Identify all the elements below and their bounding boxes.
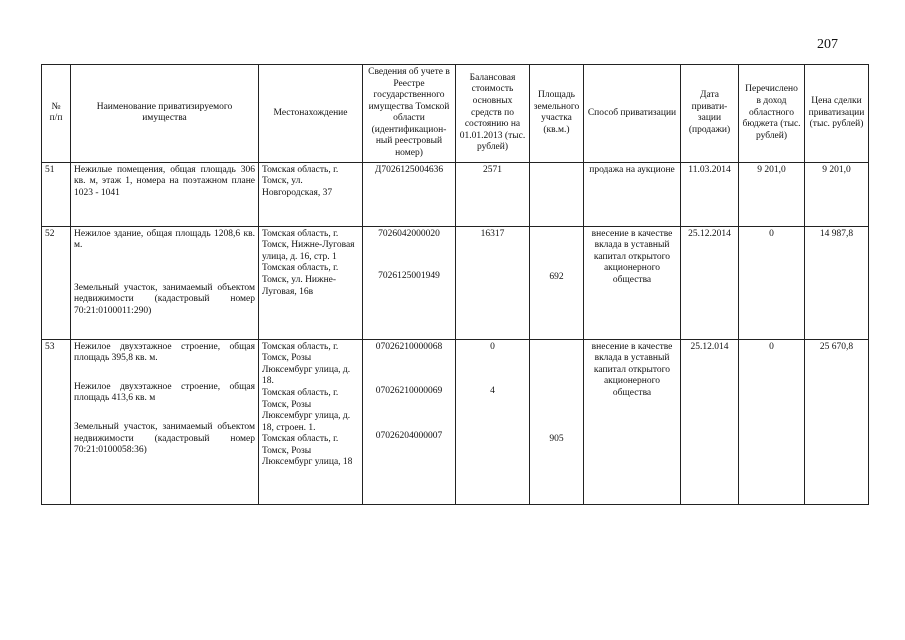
property-name: Земельный участок, занимаемый объектом недвижимости (кадастровый номер 70:21:0100058:36) — [74, 421, 255, 456]
registry-number-cell — [363, 226, 456, 339]
header-price: Цена сделки приватизации (тыс. рублей) — [805, 65, 869, 163]
deal-price: 14 987,8 — [805, 226, 869, 339]
land-area-cell — [530, 339, 584, 504]
header-method: Способ приватизации — [584, 65, 681, 163]
property-location-cell — [259, 339, 363, 504]
header-date: Дата привати-зации (продажи) — [681, 65, 739, 163]
balance-value-cell — [456, 339, 530, 504]
transferred-amount: 9 201,0 — [739, 162, 805, 226]
page-number: 207 — [817, 37, 838, 52]
deal-price: 9 201,0 — [805, 162, 869, 226]
property-name: Нежилое здание, общая площадь 1208,6 кв. м. — [74, 228, 255, 251]
privatization-date: 25.12.014 — [681, 339, 739, 504]
privatization-method: продажа на аукционе — [584, 162, 681, 226]
property-name: Нежилое двухэтажное строение, общая площадь 413,6 кв. м — [74, 381, 255, 404]
property-name-cell — [71, 226, 259, 339]
property-name: Нежилые помещения, общая площадь 306 кв. м, этаж 1, номера на поэтажном плане 1023 - 1041 — [71, 162, 259, 226]
privatization-table — [41, 64, 869, 505]
registry-number: 07026210000068 — [375, 341, 443, 352]
property-location-cell — [259, 226, 363, 339]
land-area — [530, 162, 584, 226]
header-num: № п/п — [42, 65, 71, 163]
registry-number-cell — [363, 339, 456, 504]
registry-number: 7026042000020 — [378, 228, 440, 239]
registry-number: 7026125001949 — [378, 271, 440, 282]
header-location: Местонахождение — [259, 65, 363, 163]
property-location: Томская область, г. Томск, Розы Люксембург улица, д. 18, строен. 1. — [262, 387, 351, 433]
table-header-row — [42, 65, 869, 163]
property-location: Томская область, г. Томск, ул. Нижне-Луговая, 16в — [262, 263, 339, 297]
privatization-date: 25.12.2014 — [681, 226, 739, 339]
land-area-cell — [530, 226, 584, 339]
privatization-method: внесение в качестве вклада в уставный капитал открытого акционерного общества — [584, 339, 681, 504]
land-area: 692 — [549, 271, 564, 282]
property-location: Томская область, г. Томск, Розы Люксембург улица, д. 18. — [262, 341, 351, 387]
header-area: Площадь земельного участка (кв.м.) — [530, 65, 584, 163]
balance-value: 4 — [490, 386, 495, 397]
transferred-amount: 0 — [739, 226, 805, 339]
privatization-method: внесение в качестве вклада в уставный капитал открытого акционерного общества — [584, 226, 681, 339]
transferred-amount: 0 — [739, 339, 805, 504]
privatization-date: 11.03.2014 — [681, 162, 739, 226]
registry-number: 07026210000069 — [375, 386, 443, 397]
balance-value: 2571 — [456, 162, 530, 226]
table-row — [42, 162, 869, 226]
table-row — [42, 339, 869, 504]
table-row — [42, 226, 869, 339]
row-num: 51 — [42, 162, 71, 226]
balance-value: 16317 — [456, 226, 530, 339]
property-name: Нежилое двухэтажное строение, общая площадь 395,8 кв. м. — [74, 341, 255, 364]
property-name-cell — [71, 339, 259, 504]
property-location: Томская область, г. Томск, ул. Новгородская, 37 — [259, 162, 363, 226]
row-num: 52 — [42, 226, 71, 339]
property-location: Томская область, г. Томск, Нижне-Луговая улица, д. 16, стр. 1 — [262, 228, 355, 262]
property-location: Томская область, г. Томск, Розы Люксембург улица, 18 — [262, 434, 353, 468]
land-area: 905 — [549, 433, 564, 444]
registry-number: 07026204000007 — [375, 430, 443, 441]
deal-price: 25 670,8 — [805, 339, 869, 504]
header-transferred: Перечислено в доход областного бюджета (тыс. рублей) — [739, 65, 805, 163]
property-name: Земельный участок, занимаемый объектом недвижимости (кадастровый номер 70:21:0100011:290) — [74, 282, 255, 316]
header-name: Наименование приватизируемого имущества — [71, 65, 259, 163]
header-balance: Балансовая стоимость основных средств по состоянию на 01.01.2013 (тыс. рублей) — [456, 65, 530, 163]
balance-value: 0 — [490, 341, 495, 352]
header-registry: Сведения об учете в Реестре государственного имущества Томской области (идентификацион-ный реестровый номер) — [363, 65, 456, 163]
row-num: 53 — [42, 339, 71, 504]
registry-number: Д7026125004636 — [363, 162, 456, 226]
